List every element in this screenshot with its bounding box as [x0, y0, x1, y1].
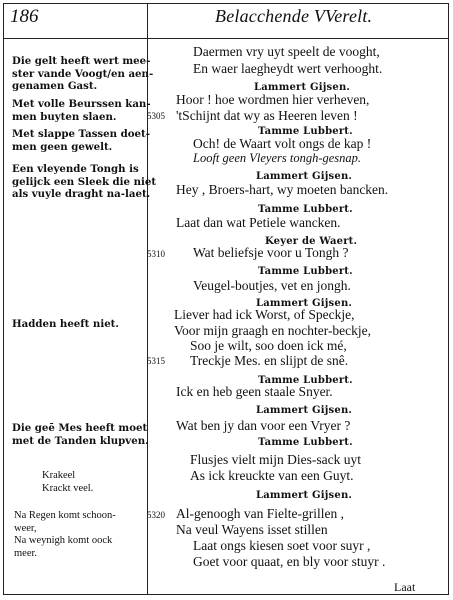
- side-note: Die gelt heeft wert mee- ster vande Voogt/en aen- genamen Gast.: [12, 55, 154, 92]
- side-note: Een vleyende Tongh is gelijck een Sleek die niet als vuyle draght na-laet.: [12, 163, 157, 200]
- side-note: Met slappe Tassen doet- men geen gewelt.: [12, 128, 150, 153]
- line-number: 5305: [147, 111, 165, 121]
- verse-line: Wat beliefsje voor u Tongh ?: [193, 245, 349, 260]
- verse-line: Goet voor quaat, en bly voor stuyr .: [193, 554, 386, 569]
- side-note: Na Regen komt schoon- weer, Na weynigh komt oock meer.: [14, 510, 116, 559]
- verse-line: Daermen vry uyt speelt de vooght,: [193, 44, 380, 59]
- verse-line: Na veul Wayens isset stillen: [176, 522, 328, 537]
- verse-line: As ick kreuckte van een Guyt.: [190, 468, 354, 483]
- speaker-name: Lammert Gijsen.: [256, 298, 353, 309]
- side-note: Met volle Beurssen kan- men buyten slaen.: [12, 98, 151, 123]
- verse-line: Laat ongs kiesen soet voor suyr ,: [193, 538, 371, 553]
- speaker-name: Lammert Gijsen.: [254, 82, 351, 93]
- verse-line: Laat dan wat Petiele wancken.: [176, 215, 341, 230]
- speaker-name: Lammert Gijsen.: [256, 405, 353, 416]
- verse-line: Och! de Waart volt ongs de kap !: [193, 136, 372, 151]
- verse-line: Al-genoogh van Fielte-grillen ,: [176, 506, 344, 521]
- verse-line: Soo je wilt, soo doen ick mé,: [190, 338, 347, 353]
- verse-line: Hoor ! hoe wordmen hier verheven,: [176, 92, 370, 107]
- verse-line: Treckje Mes. en slijpt de snê.: [190, 353, 349, 368]
- speaker-name: Tamme Lubbert.: [258, 437, 353, 448]
- speaker-name: Lammert Gijsen.: [256, 490, 353, 501]
- header-rule: [4, 38, 448, 39]
- verse-line: Liever had ick Worst, of Speckje,: [174, 307, 355, 322]
- catchword: Laat: [394, 580, 416, 594]
- line-number: 5320: [147, 510, 165, 520]
- verse-line: Voor mijn graagh en nochter-beckje,: [174, 323, 372, 338]
- speaker-name: Lammert Gijsen.: [256, 171, 353, 182]
- line-number: 5310: [147, 249, 165, 259]
- verse-line: Flusjes vielt mijn Dies-sack uyt: [190, 452, 361, 467]
- speaker-name: Tamme Lubbert.: [258, 266, 353, 277]
- side-note: Die geē Mes heeft moet met de Tanden klupven.: [12, 422, 149, 447]
- verse-line: Hey , Broers-hart, wy moeten bancken.: [176, 182, 389, 197]
- verse-line: Looft geen Vleyers tongh-gesnap.: [193, 151, 362, 165]
- margin-column-rule: [147, 4, 148, 594]
- page-number: 186: [10, 6, 39, 27]
- verse-line: En waer laegheydt wert verhooght.: [193, 61, 383, 76]
- speaker-name: Tamme Lubbert.: [258, 204, 353, 215]
- verse-line: 'tSchijnt dat wy as Heeren leven !: [176, 108, 358, 123]
- line-number: 5315: [147, 356, 165, 366]
- verse-line: Veugel-boutjes, vet en jongh.: [193, 278, 351, 293]
- verse-line: Wat ben jy dan voor een Vryer ?: [176, 418, 351, 433]
- verse-line: Ick en heb geen staale Snyer.: [176, 384, 333, 399]
- speaker-name: Tamme Lubbert.: [258, 126, 353, 137]
- side-note: Hadden heeft niet.: [12, 318, 119, 330]
- speaker-name: Tamme Lubbert.: [258, 375, 353, 386]
- side-note: Krakeel Krackt veel.: [42, 470, 94, 494]
- speaker-name: Keyer de Waert.: [265, 236, 358, 247]
- running-head: Belacchende VVerelt.: [215, 6, 373, 26]
